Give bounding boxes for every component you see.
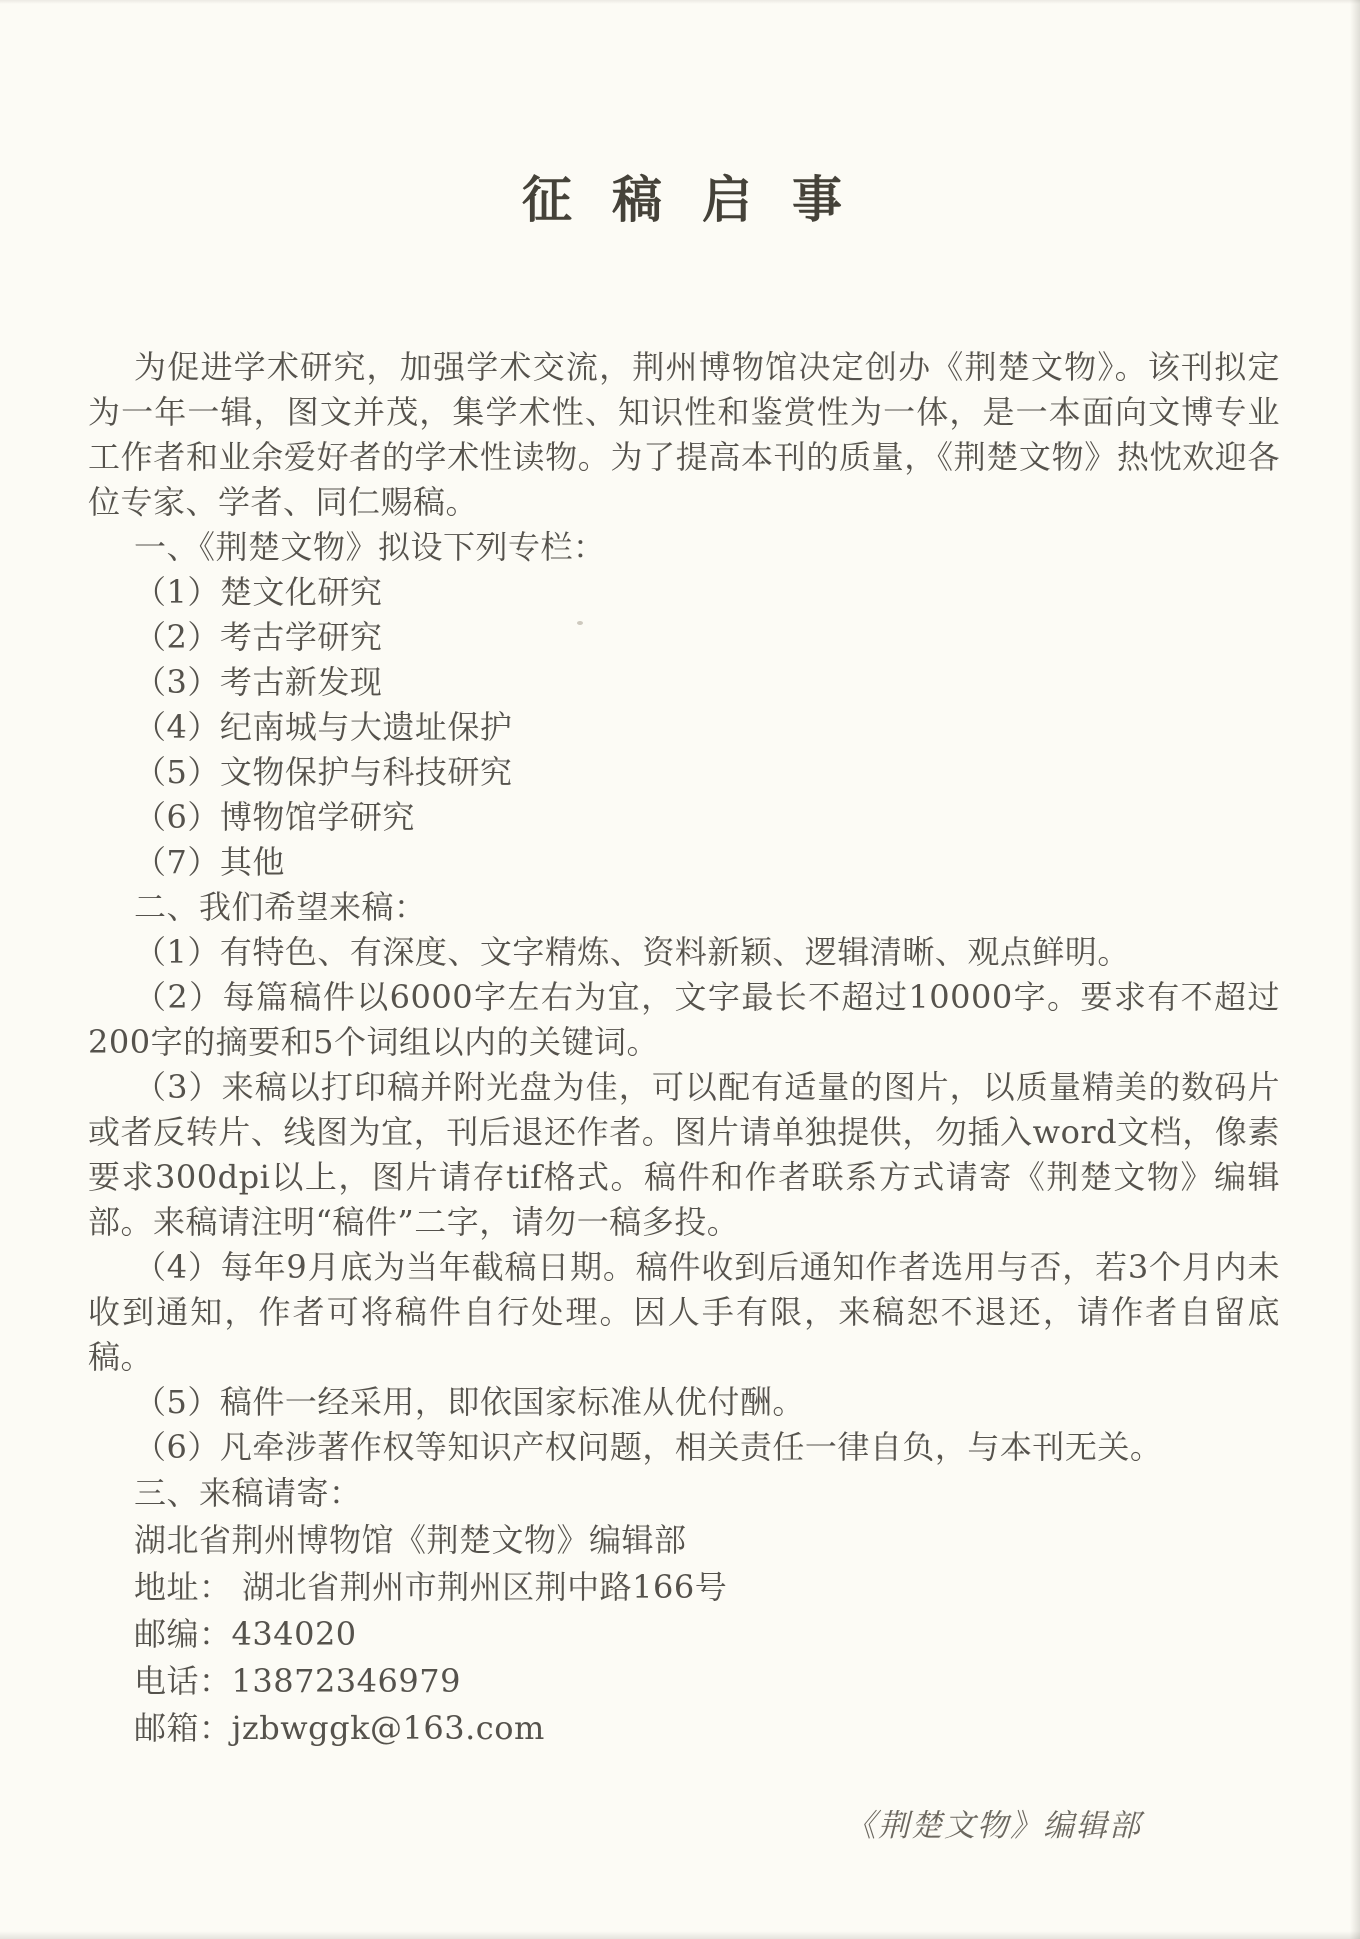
- section-3-heading: 三、来稿请寄：: [134, 1474, 362, 1512]
- scan-edge-bottom: [0, 1931, 1360, 1939]
- signature: 《荆楚文物》编辑部: [845, 1808, 1142, 1844]
- section-2-heading: 二、我们希望来稿：: [134, 888, 427, 926]
- intro-paragraph: 为促进学术研究，加强学术交流，荆州博物馆决定创办《荆楚文物》。该刊拟定为一年一辑，图文并茂，集学术性、知识性和鉴赏性为一体，是一本面向文博专业工作者和业余爱好者的学术性读物。为了提高本刊的质量，《荆楚文物》热忱欢迎各位专家、学者、同仁赐稿。: [88, 348, 1280, 521]
- postcode-line: 邮编：434020: [134, 1615, 357, 1653]
- email-line: 邮箱：jzbwggk@163.com: [134, 1709, 545, 1747]
- column-item-2: （2）考古学研究: [134, 618, 383, 656]
- requirement-item-1: （1）有特色、有深度、文字精炼、资料新颖、逻辑清晰、观点鲜明。: [134, 933, 1130, 971]
- document-body: [88, 345, 1280, 1849]
- requirement-item-2: （2）每篇稿件以6000字左右为宜，文字最长不超过10000字。要求有不超过200字的摘要和5个词组以内的关键词。: [88, 978, 1280, 1061]
- column-item-1: （1）楚文化研究: [134, 573, 383, 611]
- publisher-line: 湖北省荆州博物馆《荆楚文物》编辑部: [134, 1521, 687, 1559]
- document-content: [88, 0, 1280, 1849]
- phone-line: 电话：13872346979: [134, 1662, 461, 1700]
- requirement-item-5: （5）稿件一经采用，即依国家标准从优付酬。: [134, 1383, 805, 1421]
- requirement-item-4: （4）每年9月底为当年截稿日期。稿件收到后通知作者选用与否，若3个月内未收到通知，作者可将稿件自行处理。因人手有限，来稿恕不退还，请作者自留底稿。: [88, 1248, 1280, 1376]
- section-1-heading: 一、《荆楚文物》拟设下列专栏：: [134, 528, 606, 566]
- column-item-7: （7）其他: [134, 843, 285, 881]
- column-item-3: （3）考古新发现: [134, 663, 383, 701]
- contact-section: [88, 1470, 1280, 1752]
- scan-edge-right: [1350, 0, 1360, 1939]
- column-item-5: （5）文物保护与科技研究: [134, 753, 513, 791]
- requirement-item-3: （3）来稿以打印稿并附光盘为佳，可以配有适量的图片，以质量精美的数码片或者反转片、线图为宜，刊后退还作者。图片请单独提供，勿插入word文档，像素要求300dpi以上，图片请存tif格式。稿件和作者联系方式请寄《荆楚文物》编辑部。来稿请注明“稿件”二字，请勿一稿多投。: [88, 1068, 1280, 1241]
- requirement-item-6: （6）凡牵涉著作权等知识产权问题，相关责任一律自负，与本刊无关。: [134, 1428, 1163, 1466]
- column-item-4: （4）纪南城与大遗址保护: [134, 708, 513, 746]
- page-title: 征稿启事: [522, 170, 882, 229]
- column-item-6: （6）博物馆学研究: [134, 798, 415, 836]
- address-line: 地址： 湖北省荆州市荆州区荆中路166号: [134, 1568, 728, 1606]
